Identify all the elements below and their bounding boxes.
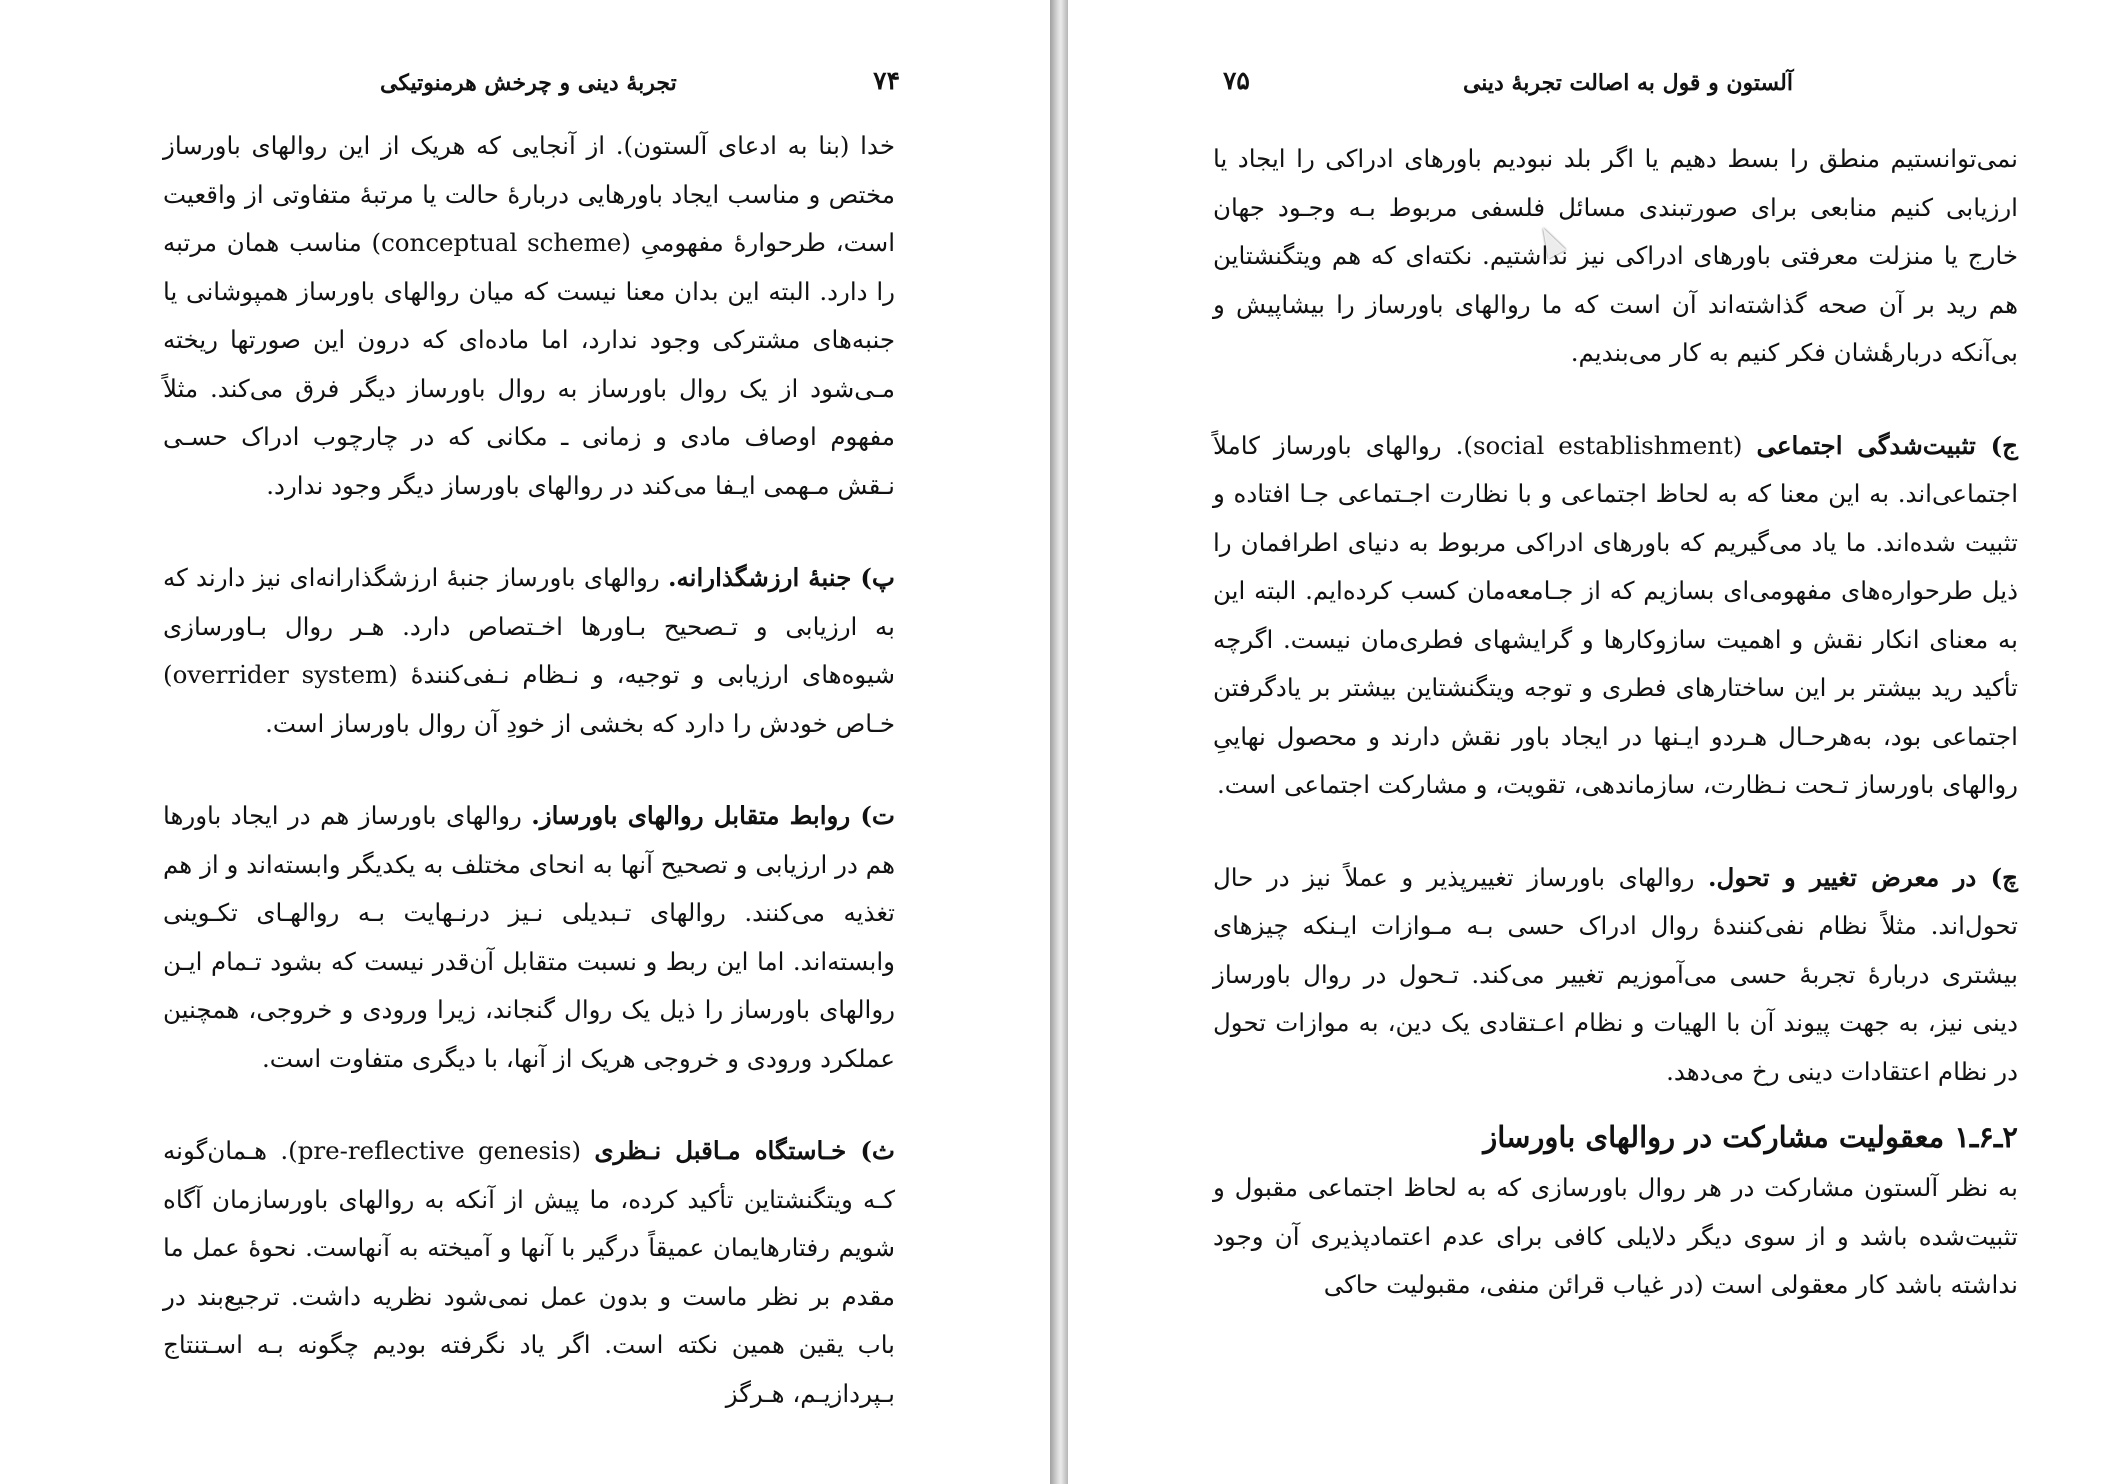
paragraph — [1213, 422, 2018, 810]
left-page-number: ۷۴ — [873, 66, 900, 95]
paragraph — [1213, 135, 2018, 378]
paragraph — [163, 1127, 895, 1418]
left-running-title: تجربهٔ دینی و چرخش هرمنوتیکی — [380, 70, 677, 96]
page-gutter — [1050, 0, 1068, 1484]
paragraph-heading: ت) روابط متقابل روالهای باورساز. — [531, 801, 895, 830]
paragraph-text: نمی‌توانستیم منطق را بسط دهیم یا اگر بلد نبودیم باورهای ادراکی را ایجاد یا ارزیابی کنیم منابعی برای صورتبندی مسائل فلسفی مربوط بـه وجـود جهان خارج یا منزلت معرفتی باورهای ادراکی نیز نداشتیم. نکته‌ای که هم ویتگنشتاین هم رید بر آن صحه گذاشته‌اند آن است که ما روالهای باورساز را بیشاپیش و بی‌آنکه دربارهٔشان فکر کنیم به کار می‌بندیم. — [1213, 144, 2018, 367]
paragraph-heading: ث) خـاستگاه مـاقبل نـظری — [594, 1136, 895, 1165]
paragraph — [163, 792, 895, 1083]
section-paragraph: به نظر آلستون مشارکت در هر روال باورسازی که به لحاظ اجتماعی مقبول و تثبیت‌شده باشد و از سوی دیگر دلایلی کافی برای عدم اعتمادپذیری آن وجود نداشته باشد کار معقولی است (در غیاب قرائن منفی، مقبولیت حاکی — [1213, 1173, 2018, 1299]
left-page-header — [380, 64, 900, 108]
paragraph-heading: چ) در معرض تغییر و تحول. — [1708, 862, 2018, 892]
right-running-title: آلستون و قول به اصالت تجربهٔ دینی — [1462, 70, 1793, 96]
paragraph — [163, 554, 895, 748]
paragraph-text: روالهای باورساز جنبهٔ ارزشگذارانه‌ای نیز دارند که به ارزیابی و تـصحیح بـاورها اخـتصاص دارد. هـر روال بـاورسازی شیوه‌های ارزیابی و توجیه، و نـظام نـفی‌کنندهٔ (overrider system) خـاص خودش را دارد که بخشی از خودِ آن روال باورساز است. — [163, 563, 895, 738]
paragraph-heading: ج) تثبیت‌شدگی اجتماعی — [1756, 430, 2018, 460]
paragraph-text: روالهای باورساز هم در ایجاد باورها هم در ارزیابی و تصحیح آنها به انحای مختلف به یکدیگر وابسته‌اند و از هم تغذیه می‌کنند. روالهای تـبدیلی نـیز درنـهایت بـه روالهـای تکـوینی وابسته‌اند. اما این ربط و نسبت متقابل آن‌قدر نیست که بشود تـمام ایـن روالهای باورساز را ذیل یک روال گنجاند، زیرا ورودی و خروجی، همچنین عملکرد ورودی و خروجی هریک از آنها، با دیگری متفاوت است. — [163, 801, 895, 1073]
paragraph-text: (social establishment). روالهای باورساز کاملاً اجتماعی‌اند. به این معنا که به لحاظ اجتماعی و با نظارت اجـتماعی جـا افتاده و تثبیت شده‌اند. ما یاد می‌گیریم که باورهای ادراکی مربوط به دنیای اطرافمان را ذیل طرحواره‌های مفهومی‌ای بسازیم که از جـامعه‌مان کسب کرده‌ایم. البته این به معنای انکار نقش و اهمیت سازوکارها و گرایشهای فطری‌مان نیست. اگرچه تأکید رید بیشتر بر این ساختارهای فطری و توجه ویتگنشتاین بیشتر بر یادگرفتن اجتماعی بود، به‌هرحـال هـردو ایـنها در ایجاد باور نقش دارند و محصول نهاییِ روالهای باورساز تـحت نـظارت، سازماندهی، تقویت، و مشارکت اجتماعی است. — [1213, 430, 2018, 799]
paragraph-text: (pre-reflective genesis). هـمان‌گونه کـه ویتگنشتاین تأکید کرده، ما پیش از آنکه به روالهای باورسازمان آگاه شویم رفتارهایمان عمیقاً درگیر با آنها و آمیخته به آنهاست. نحوهٔ عمل ما مقدم بر نظر ماست و بدون عمل نمی‌شود نظریه داشت. ترجیع‌بند در باب یقین همین نکته است. اگر یاد نگرفته بودیم چگونه بـه اسـتنتاج بـپردازیـم، هـرگز — [163, 1136, 895, 1408]
right-page — [1068, 0, 2118, 1484]
right-page-number: ۷۵ — [1223, 66, 1250, 95]
left-page-body — [163, 122, 895, 1418]
right-page-header — [1223, 64, 1793, 108]
paragraph-text: خدا (بنا به ادعای آلستون). از آنجایی که هریک از این روالهای باورساز مختص و مناسب ایجاد باورهایی دربارهٔ حالت یا مرتبهٔ متفاوتی از واقعیت است، طرحوارهٔ مفهومیِ (conceptual scheme) مناسب همان مرتبه را دارد. البته این بدان معنا نیست که میان روالهای باورساز همپوشانی یا جنبه‌های مشترکی وجود ندارد، اما ماده‌ای که درون این صورتها ریخته مـی‌شود از یک روال باورساز به روال باورساز دیگر فرق می‌کند. مثلاً مفهوم اوصاف مادی و زمانی ـ مکانی که در چارچوب ادراک حسـی نـقش مـهمی ایـفا می‌کند در روالهای باورساز دیگر وجود ندارد. — [163, 131, 895, 500]
left-page — [0, 0, 1050, 1484]
section-heading: ۲ـ۶ـ۱ معقولیت مشارکت در روالهای باورساز — [1483, 1120, 2018, 1154]
paragraph-heading: پ) جنبهٔ ارزشگذارانه. — [667, 563, 895, 592]
paragraph-text: روالهای باورساز تغییرپذیر و عملاً نیز در حال تحول‌اند. مثلاً نظام نفی‌کنندهٔ روال ادراک حسی بـه مـوازات ایـنکه چیزهای بیشتری دربارهٔ تجربهٔ حسی می‌آموزیم تغییر می‌کند. تـحول در روال باورساز دینی نیز، به جهت پیوند آن با الهیات و نظام اعـتقادی یک دین، به موازات تحول در نظام اعتقادات دینی رخ می‌دهد. — [1213, 862, 2018, 1086]
paragraph — [163, 122, 895, 510]
right-page-body — [1213, 135, 2018, 1310]
paragraph — [1213, 854, 2018, 1097]
